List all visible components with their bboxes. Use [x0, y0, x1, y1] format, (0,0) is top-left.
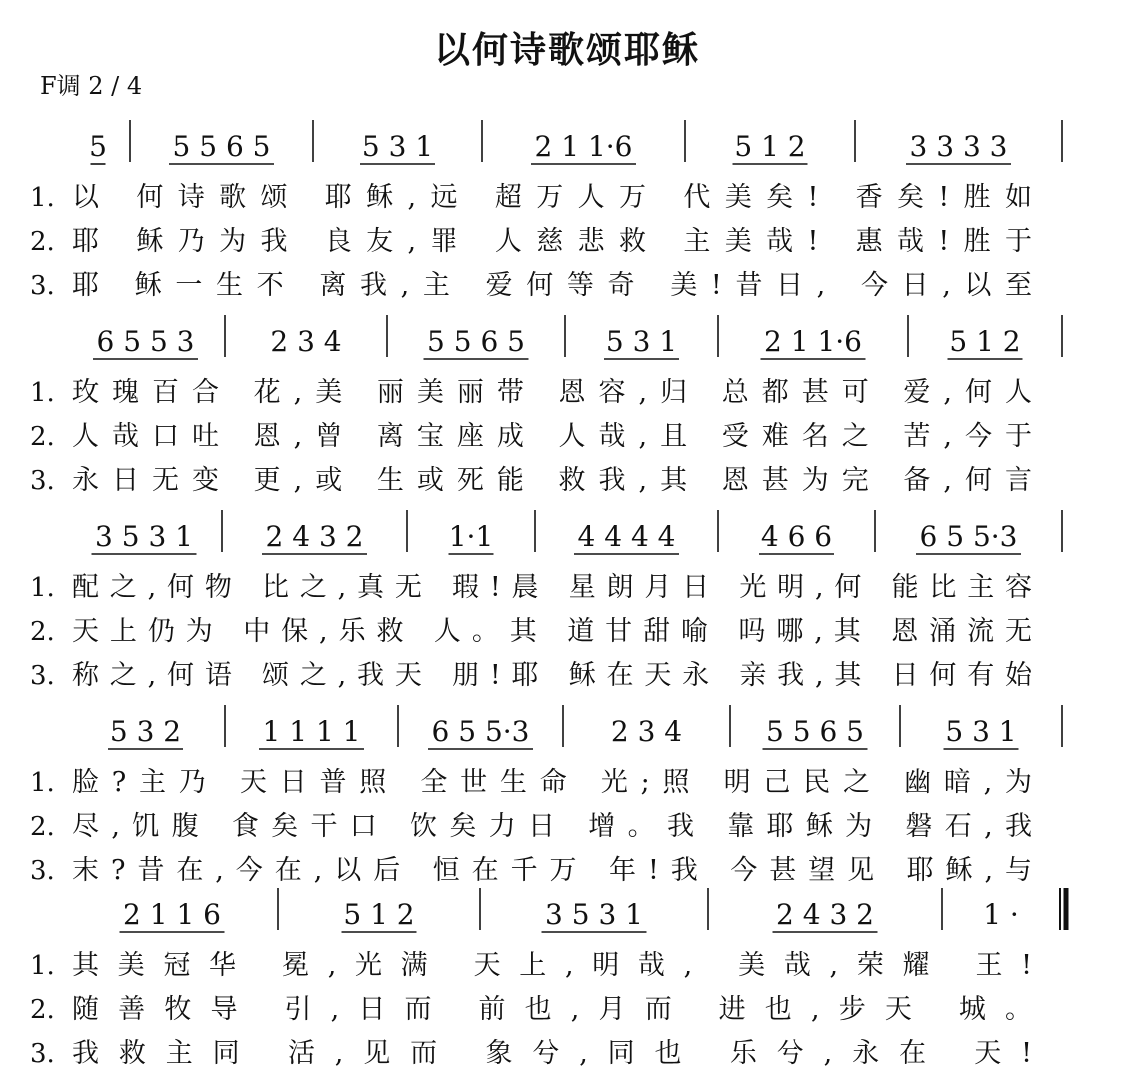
measure-notes: 2 1 1 6: [123, 898, 221, 931]
measure-notes: 3 3 3 3: [909, 130, 1008, 163]
lyric-line: 随善牧导 引,日而 前也,月而 进也,步天 城。: [72, 994, 1032, 1025]
verse-number: 3.: [30, 661, 55, 691]
verse-number: 2.: [30, 227, 55, 257]
measure-notes: 4 4 4 4: [577, 520, 676, 553]
lyric-line: 其美冠华 冕,光满 天上,明哉, 美哉,荣耀 王!: [72, 950, 1033, 981]
lyric-line: 永日无变 更,或 生或死能 救我,其 恩甚为完 备,何言: [72, 465, 1032, 496]
verse-number: 1.: [30, 183, 55, 213]
lyric-line: 人哉口吐 恩,曾 离宝座成 人哉,且 受难名之 苦,今于: [72, 421, 1032, 452]
verse-number: 1.: [30, 768, 55, 798]
verse-number: 3.: [30, 271, 55, 301]
measure-notes: 5: [89, 130, 107, 163]
measure-notes: 5 3 1: [605, 325, 678, 358]
lyric-line: 配之,何物 比之,真无 瑕!晨 星朗月日 光明,何 能比主容: [72, 572, 1033, 603]
measure-notes: 4 6 6: [760, 520, 833, 553]
measure-notes: 3 5 3 1: [545, 898, 643, 931]
measure-notes: 5 3 1: [361, 130, 434, 163]
verse-number: 3.: [30, 856, 55, 886]
measure-notes: 2 4 3 2: [265, 520, 364, 553]
key-signature: F调 2 / 4: [40, 72, 143, 100]
measure-notes: 2 3 4: [610, 715, 683, 748]
verse-number: 3.: [30, 1039, 55, 1069]
staff-system: [30, 510, 1062, 691]
lyric-line: 天上仍为 中保,乐救 人。其 道甘甜喻 吗哪,其 恩涌流无: [72, 616, 1032, 647]
measure-notes: 2 4 3 2: [776, 898, 874, 931]
measure-notes: 1·1: [448, 520, 494, 553]
measure-notes: 5 3 1: [945, 715, 1017, 748]
song-title: 以何诗歌颂耶稣: [433, 30, 700, 71]
verse-number: 1.: [30, 573, 55, 603]
measure-notes: 5 5 6 5: [172, 130, 271, 163]
measure-notes: 5 1 2: [734, 130, 806, 163]
lyric-line: 以 何诗歌颂 耶稣,远 超万人万 代美矣! 香矣!胜如: [72, 182, 1032, 213]
lyric-line: 脸?主乃 天日普照 全世生命 光;照 明己民之 幽暗,为: [72, 767, 1032, 798]
verse-number: 1.: [30, 951, 55, 981]
staff-system: [30, 705, 1062, 886]
verse-number: 2.: [30, 995, 55, 1025]
staff-system: [30, 315, 1062, 496]
verse-number: 2.: [30, 812, 55, 842]
lyric-line: 玫瑰百合 花,美 丽美丽带 恩容,归 总都甚可 爱,何人: [72, 377, 1032, 408]
measure-notes: 5 3 2: [109, 715, 182, 748]
measure-notes: 1 ·: [983, 898, 1019, 931]
lyric-line: 耶 稣乃为我 良友,罪 人慈悲救 主美哉! 惠哉!胜于: [72, 226, 1032, 257]
verse-number: 3.: [30, 466, 55, 496]
measure-notes: 6 5 5·3: [431, 715, 530, 748]
measure-notes: 5 5 6 5: [766, 715, 864, 748]
measure-notes: 2 1 1·6: [534, 130, 633, 163]
measure-notes: 2 3 4: [270, 325, 342, 358]
measure-notes: 5 1 2: [949, 325, 1021, 358]
lyric-line: 末?昔在,今在,以后 恒在千万 年!我 今甚望见 耶稣,与: [72, 855, 1032, 886]
staff-system: [30, 888, 1066, 1069]
measure-notes: 6 5 5·3: [919, 520, 1018, 553]
measure-notes: 5 1 2: [343, 898, 415, 931]
verse-number: 1.: [30, 378, 55, 408]
staff-system: [30, 120, 1062, 301]
measure-notes: 6 5 5 3: [96, 325, 195, 358]
measure-notes: 3 5 3 1: [95, 520, 193, 553]
measure-notes: 2 1 1·6: [764, 325, 862, 358]
lyric-line: 尽,饥腹 食矣干口 饮矣力日 增。我 靠耶稣为 磐石,我: [72, 811, 1032, 842]
lyric-line: 耶 稣一生不 离我,主 爱何等奇 美!昔日, 今日,以至: [72, 270, 1032, 301]
measure-notes: 1 1 1 1: [262, 715, 361, 748]
verse-number: 2.: [30, 617, 55, 647]
lyric-line: 我救主同 活,见而 象兮,同也 乐兮,永在 天!: [72, 1038, 1032, 1069]
lyric-line: 称之,何语 颂之,我天 朋!耶 稣在天永 亲我,其 日何有始: [72, 660, 1033, 691]
measure-notes: 5 5 6 5: [427, 325, 525, 358]
verse-number: 2.: [30, 422, 55, 452]
